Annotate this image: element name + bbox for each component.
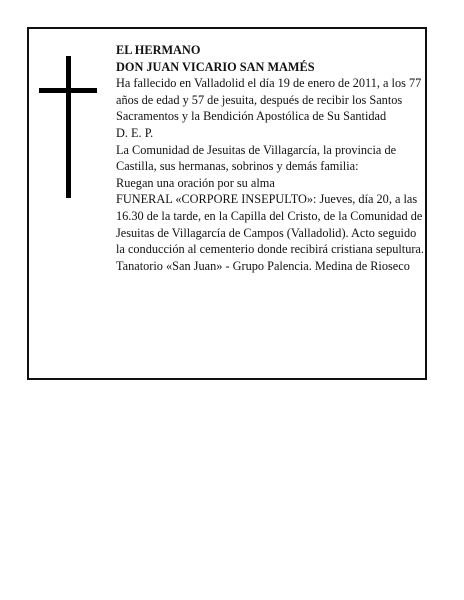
notice-heading-name: DON JUAN VICARIO SAN MAMÉS xyxy=(116,59,315,74)
obituary-notice xyxy=(27,27,427,380)
notice-paragraph-dep: D. E. P. xyxy=(116,125,154,140)
cross-icon xyxy=(39,56,97,198)
notice-paragraph-funeral-home: Tanatorio «San Juan» - Grupo Palencia. Medina de Rioseco xyxy=(116,258,410,273)
notice-paragraph-family: La Comunidad de Jesuitas de Villagarcía, la provincia de Castilla, sus hermanas, sobrinos y demás familia: xyxy=(116,142,397,174)
notice-heading-title: EL HERMANO xyxy=(116,43,201,57)
notice-paragraph-funeral: FUNERAL «CORPORE INSEPULTO»: Jueves, día 20, a las 16.30 de la tarde, en la Capilla del Cristo, de la Comunidad de Jesuitas de Villagarcía de Campos (Valladolid). Acto seguido la conducción al cementerio donde recibirá cristiana sepultura. xyxy=(116,192,424,257)
notice-paragraph-death: Ha fallecido en Valladolid el día 19 de enero de 2011, a los 77 años de edad y 57 de jesuita, después de recibir los Santos Sacramentos y la Bendición Apostólica de Su Santidad xyxy=(116,76,422,124)
notice-text xyxy=(116,42,426,274)
cross-vertical-bar xyxy=(66,56,71,198)
notice-paragraph-prayer: Ruegan una oración por su alma xyxy=(116,175,275,190)
cross-horizontal-bar xyxy=(39,88,97,93)
